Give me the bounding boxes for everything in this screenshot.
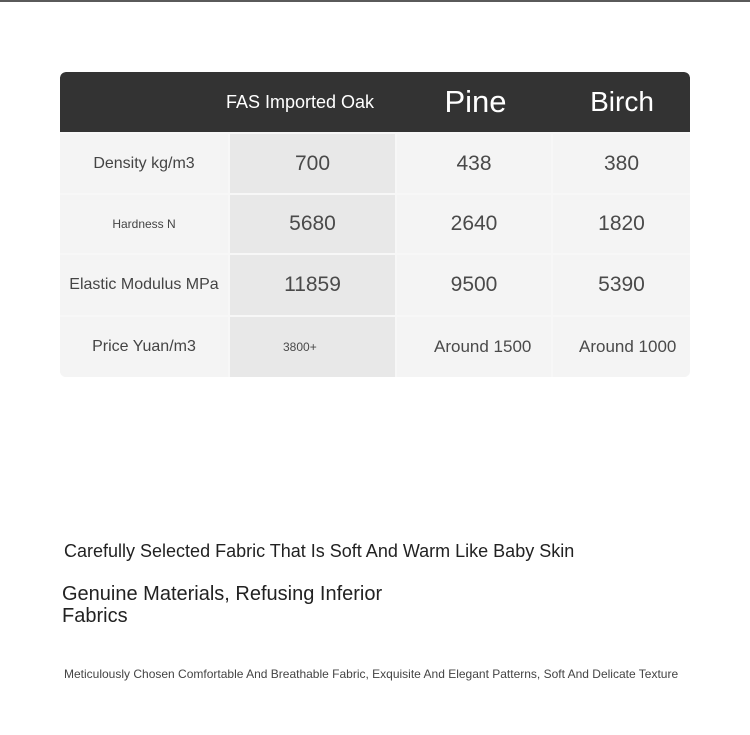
row-label: Density kg/m3	[60, 134, 228, 193]
birch-value: 380	[553, 134, 690, 193]
birch-value: 5390	[553, 255, 690, 315]
table-row	[60, 317, 690, 377]
table-row	[60, 195, 690, 253]
top-divider	[0, 0, 750, 2]
oak-value: 700	[230, 134, 395, 193]
table-row	[60, 134, 690, 193]
caption-headline: Carefully Selected Fabric That Is Soft And Warm Like Baby Skin	[64, 541, 575, 561]
pine-value: Around 1500	[397, 317, 551, 377]
birch-value: Around 1000	[553, 317, 690, 377]
table-row	[60, 255, 690, 315]
header-pine: Pine	[444, 84, 507, 119]
pine-value: 9500	[397, 255, 551, 315]
caption-subheading: Genuine Materials, Refusing Inferior Fabrics	[62, 583, 383, 627]
header-oak: FAS Imported Oak	[225, 92, 375, 112]
oak-value: 11859	[230, 255, 395, 315]
wood-comparison-table	[60, 72, 690, 377]
table-header	[60, 72, 690, 132]
row-label: Hardness N	[60, 195, 228, 253]
row-label: Price Yuan/m3	[60, 317, 228, 377]
birch-value: 1820	[553, 195, 690, 253]
pine-value: 2640	[397, 195, 551, 253]
oak-value: 5680	[230, 195, 395, 253]
oak-value: 3800+	[230, 317, 395, 377]
pine-value: 438	[397, 134, 551, 193]
caption-body: Meticulously Chosen Comfortable And Breathable Fabric, Exquisite And Elegant Patterns, Soft And Delicate Texture	[64, 667, 679, 681]
row-label: Elastic Modulus MPa	[60, 255, 228, 315]
header-birch: Birch	[590, 86, 654, 117]
